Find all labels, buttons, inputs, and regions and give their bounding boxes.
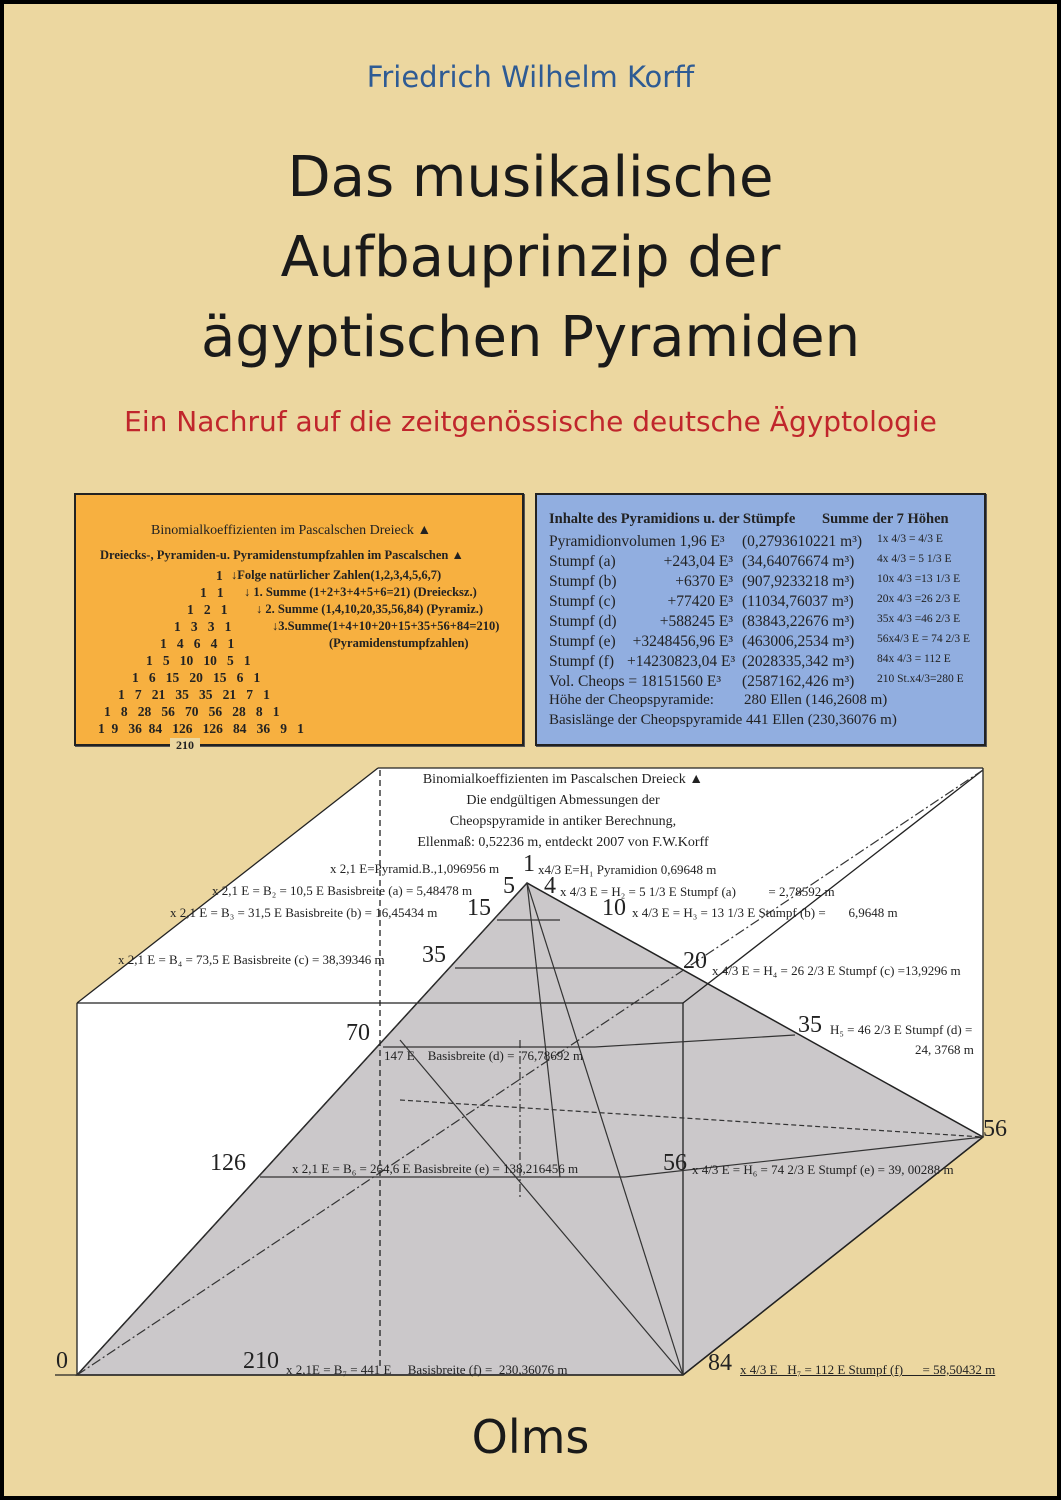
volume-row-label: Stumpf (b) <box>549 573 617 590</box>
pascal-row: 1 7 21 35 35 21 7 1 <box>118 687 270 702</box>
height-e-label: x 4/3 E = H₆ = 74 2/3 E Stumpf (e) = 39, 00288 m <box>692 1162 954 1177</box>
height-d-label: H₅ = 46 2/3 E Stumpf (d) = <box>830 1022 973 1037</box>
publisher-name: Olms <box>471 1410 590 1464</box>
number-35-right: 35 <box>798 1012 822 1038</box>
title-line-3: ägyptischen Pyramiden <box>200 305 861 370</box>
pascal-note-5: (Pyramidenstumpfzahlen) <box>329 636 469 650</box>
number-20: 20 <box>683 948 707 974</box>
heights-heading: Summe der 7 Höhen <box>822 511 949 527</box>
pascal-row: 1 4 6 4 1 <box>160 636 235 651</box>
volume-row-height: 210 St.x4/3=280 E <box>877 673 964 685</box>
diagram-caption-4: Ellenmaß: 0,52236 m, entdeckt 2007 von F.W.Korff <box>417 835 709 850</box>
base-c-label: x 2,1 E = B₄ = 73,5 E Basisbreite (c) = 38,39346 m <box>118 952 385 967</box>
volume-row-height: 35x 4/3 =46 2/3 E <box>877 613 961 625</box>
volume-row-label: Pyramidionvolumen 1,96 E³ <box>549 533 725 550</box>
number-10: 10 <box>602 895 626 921</box>
number-15: 15 <box>467 895 491 921</box>
pyramidion-base-label: x 2,1 E=Pyramid.B.,1,096956 m <box>330 861 500 876</box>
number-126: 126 <box>210 1150 246 1176</box>
number-0: 0 <box>56 1348 68 1374</box>
volume-row-height: 1x 4/3 = 4/3 E <box>877 533 943 545</box>
pascal-footer: 210 <box>170 738 200 753</box>
volume-row-height: 10x 4/3 =13 1/3 E <box>877 573 961 585</box>
pascal-row: 1 1 <box>200 585 224 600</box>
pascal-note-1: ↓Folge natürlicher Zahlen(1,2,3,4,5,6,7) <box>231 568 442 582</box>
base-f-label: x 2,1E = B₇ = 441 E Basisbreite (f) = 230,36076 m <box>286 1362 568 1377</box>
pascal-row: 1 9 36 84 126 126 84 36 9 1 <box>98 721 304 736</box>
pascal-row: 1 5 10 10 5 1 <box>146 653 251 668</box>
number-1: 1 <box>523 851 535 877</box>
pascal-subheading: Dreiecks-, Pyramiden-u. Pyramidenstumpfzahlen im Pascalschen ▲ <box>100 548 464 562</box>
height-f-label: x 4/3 E H₇ = 112 E Stumpf (f) = 58,50432 m <box>740 1362 996 1377</box>
number-210: 210 <box>243 1348 279 1374</box>
number-84: 84 <box>708 1350 732 1376</box>
pyramidion-height-label: x4/3 E=H₁ Pyramidion 0,69648 m <box>538 862 717 877</box>
pascal-heading: Binomialkoeffizienten im Pascalschen Dreieck ▲ <box>151 523 432 538</box>
diagram-caption-1: Binomialkoeffizienten im Pascalschen Dreieck ▲ <box>422 772 704 787</box>
number-56-corner: 56 <box>983 1116 1007 1142</box>
base-e-label: x 2,1 E = B₆ = 264,6 E Basisbreite (e) = 138,216456 m <box>292 1161 579 1176</box>
volume-row-metric: (34,64076674 m³) <box>742 553 855 570</box>
base-line: Basislänge der Cheopspyramide 441 Ellen (230,36076 m) <box>549 712 897 728</box>
pascal-row: 1 2 1 <box>187 602 228 617</box>
pascal-row: 1 8 28 56 70 56 28 8 1 <box>104 704 280 719</box>
volume-row-value: +6370 E³ <box>675 573 733 590</box>
volumes-heading: Inhalte des Pyramidions u. der Stümpfe <box>549 511 796 527</box>
pascal-row: 1 6 15 20 15 6 1 <box>132 670 261 685</box>
volume-row-metric: (2028335,342 m³) <box>742 653 855 670</box>
volume-row-label: Stumpf (e) <box>549 633 616 650</box>
number-4: 4 <box>544 873 556 899</box>
height-d-value: 24, 3768 m <box>915 1042 974 1057</box>
volume-row-value: +243,04 E³ <box>663 553 733 570</box>
number-56: 56 <box>663 1150 687 1176</box>
title-line-2: Aufbauprinzip der <box>280 225 781 290</box>
volume-row-value: +14230823,04 E³ <box>627 653 736 670</box>
height-a-label: x 4/3 E = H₂ = 5 1/3 E Stumpf (a) = 2,78592 m <box>560 884 835 899</box>
base-d-label: 147 E Basisbreite (d) = 76,78692 m <box>384 1048 584 1063</box>
volume-row-metric: (463006,2534 m³) <box>742 633 855 650</box>
base-a-label: x 2,1 E = B₂ = 10,5 E Basisbreite (a) = 5,48478 m <box>212 883 473 898</box>
pascal-note-3: ↓ 2. Summe (1,4,10,20,35,56,84) (Pyramiz.) <box>256 602 484 616</box>
volume-row-label: Stumpf (d) <box>549 613 617 630</box>
number-5: 5 <box>503 873 515 899</box>
volume-row-label: Stumpf (a) <box>549 553 616 570</box>
volume-row-metric: (2587162,426 m³) <box>742 673 855 690</box>
author-name: Friedrich Wilhelm Korff <box>366 60 695 94</box>
diagram-caption-3: Cheopspyramide in antiker Berechnung, <box>449 814 677 829</box>
volume-row-value: +77420 E³ <box>667 593 733 610</box>
pascal-note-2: ↓ 1. Summe (1+2+3+4+5+6=21) (Dreiecksz.) <box>244 585 477 599</box>
pascal-row: 1 <box>216 568 223 583</box>
volume-row-height: 4x 4/3 = 5 1/3 E <box>877 553 952 565</box>
height-b-label: x 4/3 E = H₃ = 13 1/3 E Stumpf (b) = 6,9648 m <box>632 905 898 920</box>
volume-row-metric: (11034,76037 m³) <box>742 593 854 610</box>
volume-row-height: 84x 4/3 = 112 E <box>877 653 951 665</box>
number-70: 70 <box>346 1020 370 1046</box>
base-b-label: x 2,1 E = B₃ = 31,5 E Basisbreite (b) = 16,45434 m <box>170 905 438 920</box>
volume-row-metric: (907,9233218 m³) <box>742 573 855 590</box>
height-line: Höhe der Cheopspyramide: 280 Ellen (146,2608 m) <box>549 692 888 708</box>
volume-row-label: Stumpf (f) <box>549 653 615 670</box>
diagram-caption-2: Die endgültigen Abmessungen der <box>466 793 660 808</box>
volume-row-metric: (83843,22676 m³) <box>742 613 855 630</box>
title-line-1: Das musikalische <box>287 145 774 210</box>
volume-row-value: +3248456,96 E³ <box>632 633 733 650</box>
volume-row-value: +588245 E³ <box>659 613 733 630</box>
volume-row-height: 20x 4/3 =26 2/3 E <box>877 593 961 605</box>
number-35: 35 <box>422 942 446 968</box>
pascal-note-4: ↓3.Summe(1+4+10+20+15+35+56+84=210) <box>272 619 500 633</box>
volume-row-metric: (0,2793610221 m³) <box>742 533 863 550</box>
volume-row-label: Stumpf (c) <box>549 593 616 610</box>
pascal-row: 1 3 3 1 <box>174 619 232 634</box>
volume-row-label: Vol. Cheops = 18151560 E³ <box>549 673 721 690</box>
subtitle: Ein Nachruf auf die zeitgenössische deutsche Ägyptologie <box>124 405 937 438</box>
volume-row-height: 56x4/3 E = 74 2/3 E <box>877 633 971 645</box>
height-c-label: x 4/3 E = H₄ = 26 2/3 E Stumpf (c) =13,9296 m <box>712 963 961 978</box>
